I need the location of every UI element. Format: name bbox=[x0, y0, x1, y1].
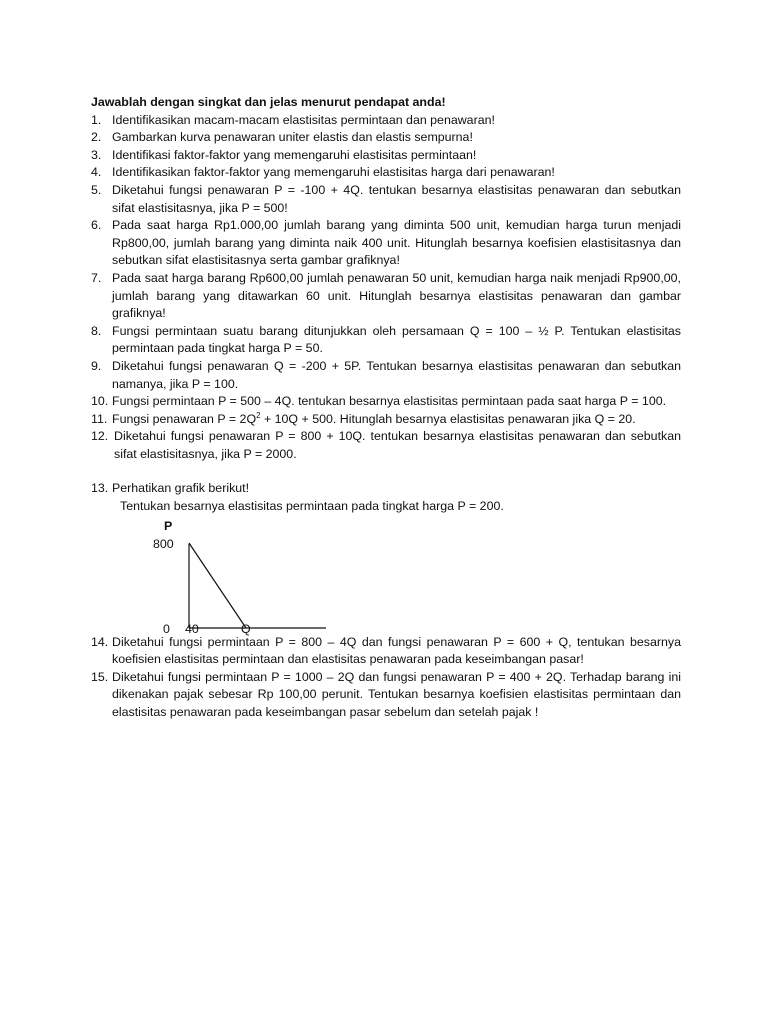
origin-label: 0 bbox=[163, 621, 170, 636]
y-axis-label: P bbox=[164, 518, 173, 533]
question-text: Diketahui fungsi penawaran P = 800 + 10Q. tentukan besarnya elastisitas penawaran dan sebutkan sifat elastisitasnya, jika P = 2000. bbox=[114, 429, 681, 461]
question-text: Perhatikan grafik berikut! bbox=[112, 481, 250, 496]
question-5 bbox=[91, 182, 681, 217]
question-number: 6. bbox=[91, 218, 102, 233]
spacer bbox=[91, 463, 681, 480]
question-text: Diketahui fungsi permintaan P = 1000 – 2Q dan fungsi penawaran P = 400 + 2Q. Terhadap barang ini dikenakan pajak sebesar Rp 100,00 perunit. Tentukan besarnya koefisien elastisitas permintaan dan elastisitas penawaran pada keseimbangan pasar sebelum dan setelah pajak ! bbox=[112, 669, 681, 720]
question-13-subtext: Tentukan besarnya elastisitas permintaan pada tingkat harga P = 200. bbox=[120, 499, 504, 514]
graph-axes bbox=[91, 516, 351, 634]
y-intercept-label: 800 bbox=[153, 536, 174, 551]
question-list bbox=[91, 94, 681, 722]
instructions-heading: Jawablah dengan singkat dan jelas menurut pendapat anda! bbox=[91, 95, 446, 109]
question-text: Fungsi permintaan suatu barang ditunjukkan oleh persamaan Q = 100 – ½ P. Tentukan elastisitas permintaan pada tingkat harga P = 50. bbox=[112, 323, 681, 356]
question-text: Fungsi permintaan P = 500 – 4Q. tentukan besarnya elastisitas permintaan pada saat harga P = 100. bbox=[112, 394, 667, 409]
question-2 bbox=[91, 129, 681, 147]
question-7 bbox=[91, 270, 681, 323]
question-1 bbox=[91, 112, 681, 130]
question-text: Pada saat harga Rp1.000,00 jumlah barang yang diminta 500 unit, kemudian harga turun menjadi Rp800,00, jumlah barang yang diminta naik 400 unit. Hitunglah besarnya koefisien elastisitasnya dan sebutkan sifat elastisitasnya serta gambar grafiknya! bbox=[112, 218, 681, 268]
demand-graph bbox=[91, 516, 681, 634]
demand-curve bbox=[189, 543, 246, 628]
question-10 bbox=[91, 393, 681, 411]
question-text: Diketahui fungsi penawaran P = -100 + 4Q. tentukan besarnya elastisitas penawaran dan sebutkan sifat elastisitasnya, jika P = 500! bbox=[112, 182, 681, 215]
question-15 bbox=[91, 669, 681, 722]
question-number: 9. bbox=[91, 358, 102, 373]
question-number: 13. bbox=[91, 481, 109, 496]
question-number: 7. bbox=[91, 270, 102, 285]
question-number: 8. bbox=[91, 323, 102, 338]
question-number: 14. bbox=[91, 634, 109, 649]
question-number: 2. bbox=[91, 130, 102, 145]
question-3 bbox=[91, 147, 681, 165]
question-text: Diketahui fungsi penawaran Q = -200 + 5P. Tentukan besarnya elastisitas penawaran dan sebutkan namanya, jika P = 100. bbox=[112, 358, 681, 391]
question-13 bbox=[91, 480, 681, 498]
question-number: 12. bbox=[91, 429, 109, 444]
question-text: Pada saat harga barang Rp600,00 jumlah penawaran 50 unit, kemudian harga naik menjadi Rp900,00, jumlah barang yang ditawarkan 60 unit. Hitunglah besarnya elastisitas penawaran dan gambar grafiknya! bbox=[112, 270, 681, 321]
question-12 bbox=[91, 428, 681, 463]
question-number: 11. bbox=[91, 411, 108, 426]
question-6 bbox=[91, 217, 681, 270]
question-text: Identifikasikan faktor-faktor yang memengaruhi elastisitas harga dari penawaran! bbox=[112, 165, 555, 180]
question-14 bbox=[91, 634, 681, 669]
question-text: Identifikasi faktor-faktor yang memengaruhi elastisitas permintaan! bbox=[112, 147, 477, 162]
question-number: 1. bbox=[91, 112, 102, 127]
exponent: 2 bbox=[256, 410, 261, 420]
question-number: 10. bbox=[91, 394, 109, 409]
x-axis-label: Q bbox=[241, 621, 251, 636]
question-9 bbox=[91, 358, 681, 393]
question-text: Identifikasikan macam-macam elastisitas permintaan dan penawaran! bbox=[112, 112, 495, 127]
question-number: 4. bbox=[91, 165, 102, 180]
question-number: 5. bbox=[91, 182, 102, 197]
question-text-part: Fungsi penawaran P = 2Q bbox=[112, 411, 257, 426]
question-text-part: + 10Q + 500. Hitunglah besarnya elastisitas penawaran jika Q = 20. bbox=[260, 411, 636, 426]
question-4 bbox=[91, 164, 681, 182]
question-text: Diketahui fungsi permintaan P = 800 – 4Q dan fungsi penawaran P = 600 + Q, tentukan besarnya koefisien elastisitas permintaan dan elastisitas penawaran pada keseimbangan pasar! bbox=[112, 634, 681, 667]
question-text: Gambarkan kurva penawaran uniter elastis dan elastis sempurna! bbox=[112, 130, 473, 145]
question-8 bbox=[91, 323, 681, 358]
question-11 bbox=[91, 411, 681, 429]
question-number: 15. bbox=[91, 669, 109, 684]
question-number: 3. bbox=[91, 147, 102, 162]
question-text bbox=[112, 411, 681, 429]
x-value-label: 40 bbox=[185, 621, 199, 636]
